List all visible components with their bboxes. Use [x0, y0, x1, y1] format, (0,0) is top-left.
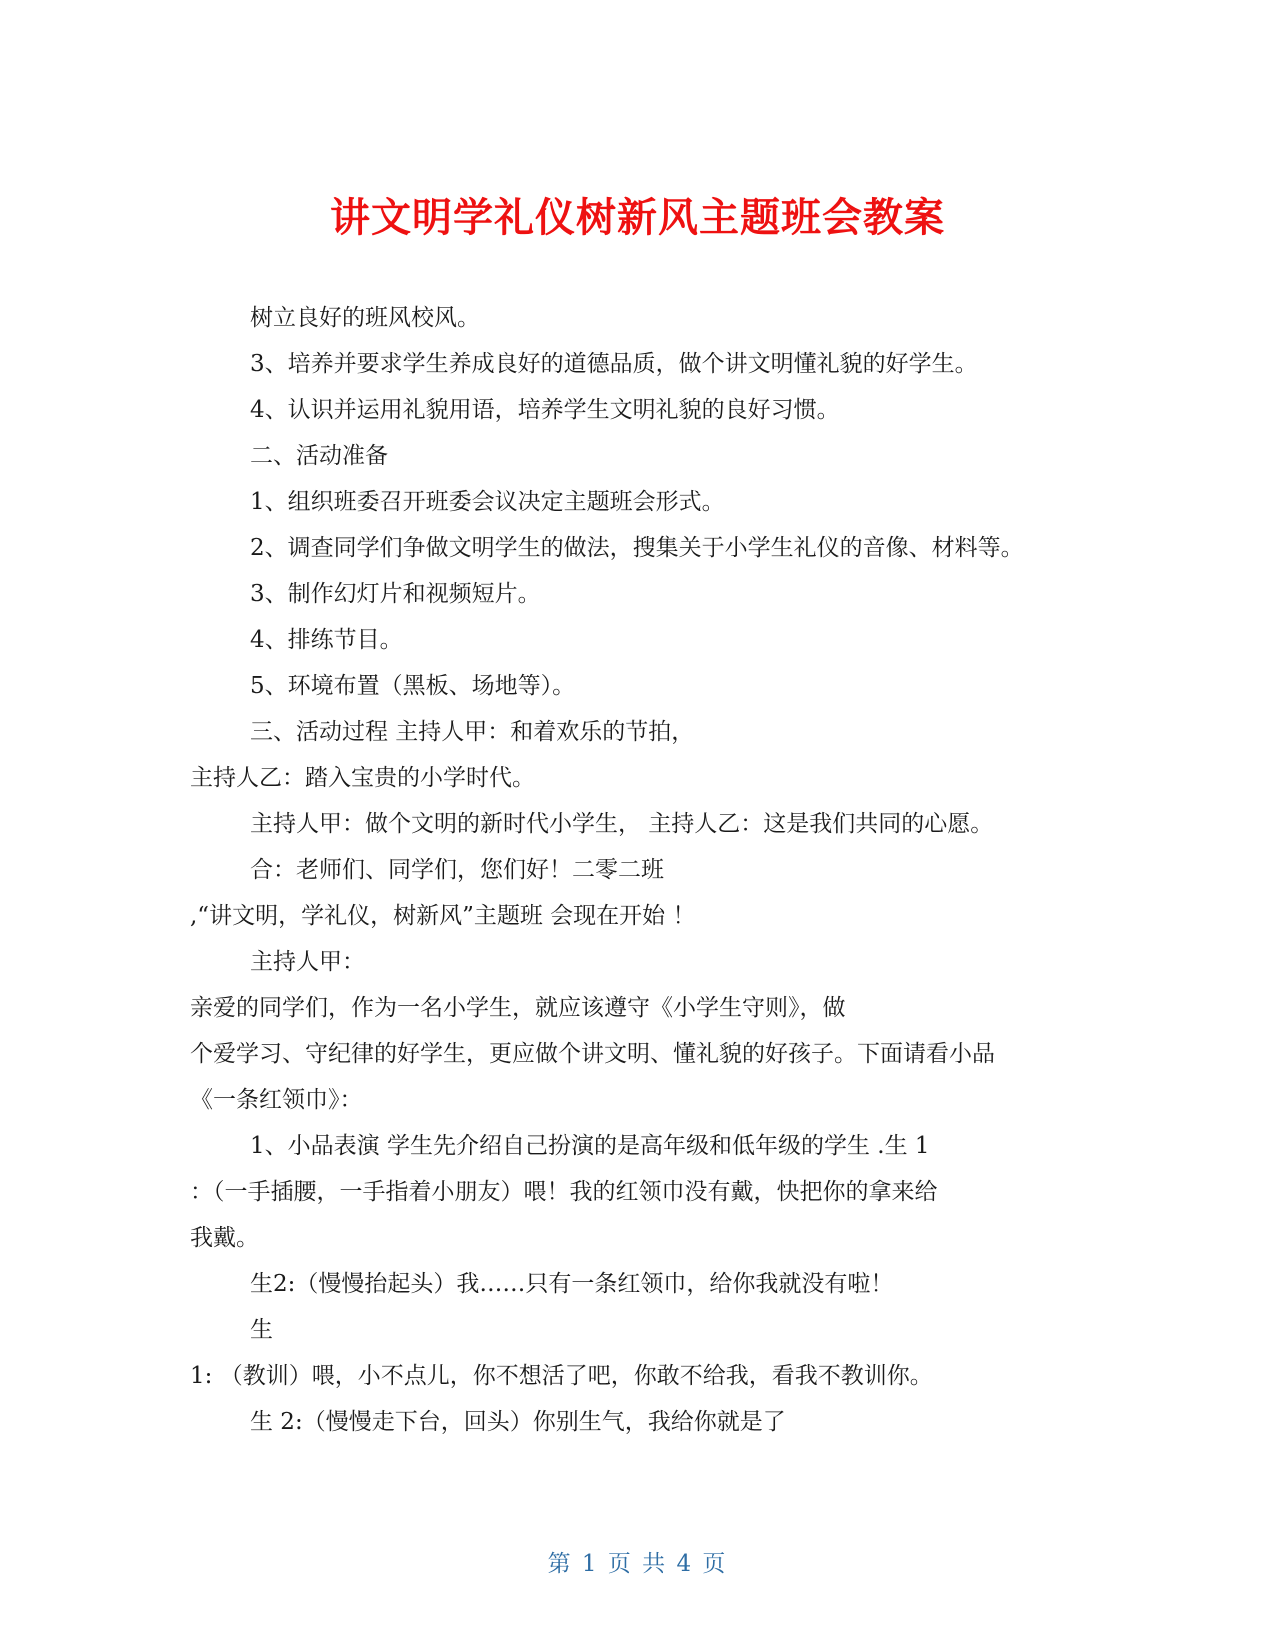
body-line: 亲爱的同学们，作为一名小学生，就应该遵守《小学生守则》，做 [190, 995, 846, 1021]
page-indicator: 第 1 页 共 4 页 [547, 1551, 728, 1577]
body-line: 主持人甲： [250, 949, 365, 975]
body-line: 生 2:（慢慢走下台，回头）你别生气，我给你就是了 [250, 1409, 786, 1435]
body-line: 4、认识并运用礼貌用语，培养学生文明礼貌的良好习惯。 [250, 397, 840, 423]
body-line: 4、排练节目。 [250, 627, 403, 653]
body-line: ：（一手插腰，一手指着小朋友）喂！我的红领巾没有戴，快把你的拿来给 [190, 1179, 938, 1205]
body-line: 2、调查同学们争做文明学生的做法，搜集关于小学生礼仪的音像、材料等。 [250, 535, 1024, 561]
body-line: 1、小品表演 学生先介绍自己扮演的是高年级和低年级的学生 .生 1 [250, 1133, 930, 1159]
body-line: 合：老师们、同学们，您们好！二零二班 [250, 857, 664, 883]
page-title: 讲文明学礼仪树新风主题班会教案 [330, 194, 945, 241]
body-line: 1: （教训）喂，小不点儿，你不想活了吧，你敢不给我，看我不教训你。 [190, 1363, 933, 1389]
body-line: 树立良好的班风校风。 [250, 305, 480, 331]
body-line: 生2:（慢慢抬起头）我……只有一条红领巾，给你我就没有啦！ [250, 1271, 894, 1297]
body-line: 《一条红领巾》： [190, 1087, 363, 1113]
body-line: ,“讲文明，学礼仪，树新风”主题班 会现在开始 ！ [190, 903, 696, 929]
body-line: 个爱学习、守纪律的好学生，更应做个讲文明、懂礼貌的好孩子。下面请看小品 [190, 1041, 995, 1067]
body-line: 3、制作幻灯片和视频短片。 [250, 581, 541, 607]
body-line: 主持人乙：踏入宝贵的小学时代。 [190, 765, 535, 791]
section-heading: 三、活动过程 主持人甲：和着欢乐的节拍， [250, 719, 695, 745]
body-line: 主持人甲：做个文明的新时代小学生， 主持人乙：这是我们共同的心愿。 [250, 811, 994, 837]
body-line: 5、环境布置（黑板、场地等）。 [250, 673, 576, 699]
body-line: 3、培养并要求学生养成良好的道德品质，做个讲文明懂礼貌的好学生。 [250, 351, 978, 377]
body-line: 1、组织班委召开班委会议决定主题班会形式。 [250, 489, 725, 515]
body-line: 生 [250, 1317, 273, 1343]
body-line: 我戴。 [190, 1225, 259, 1251]
section-heading: 二、活动准备 [250, 443, 388, 469]
